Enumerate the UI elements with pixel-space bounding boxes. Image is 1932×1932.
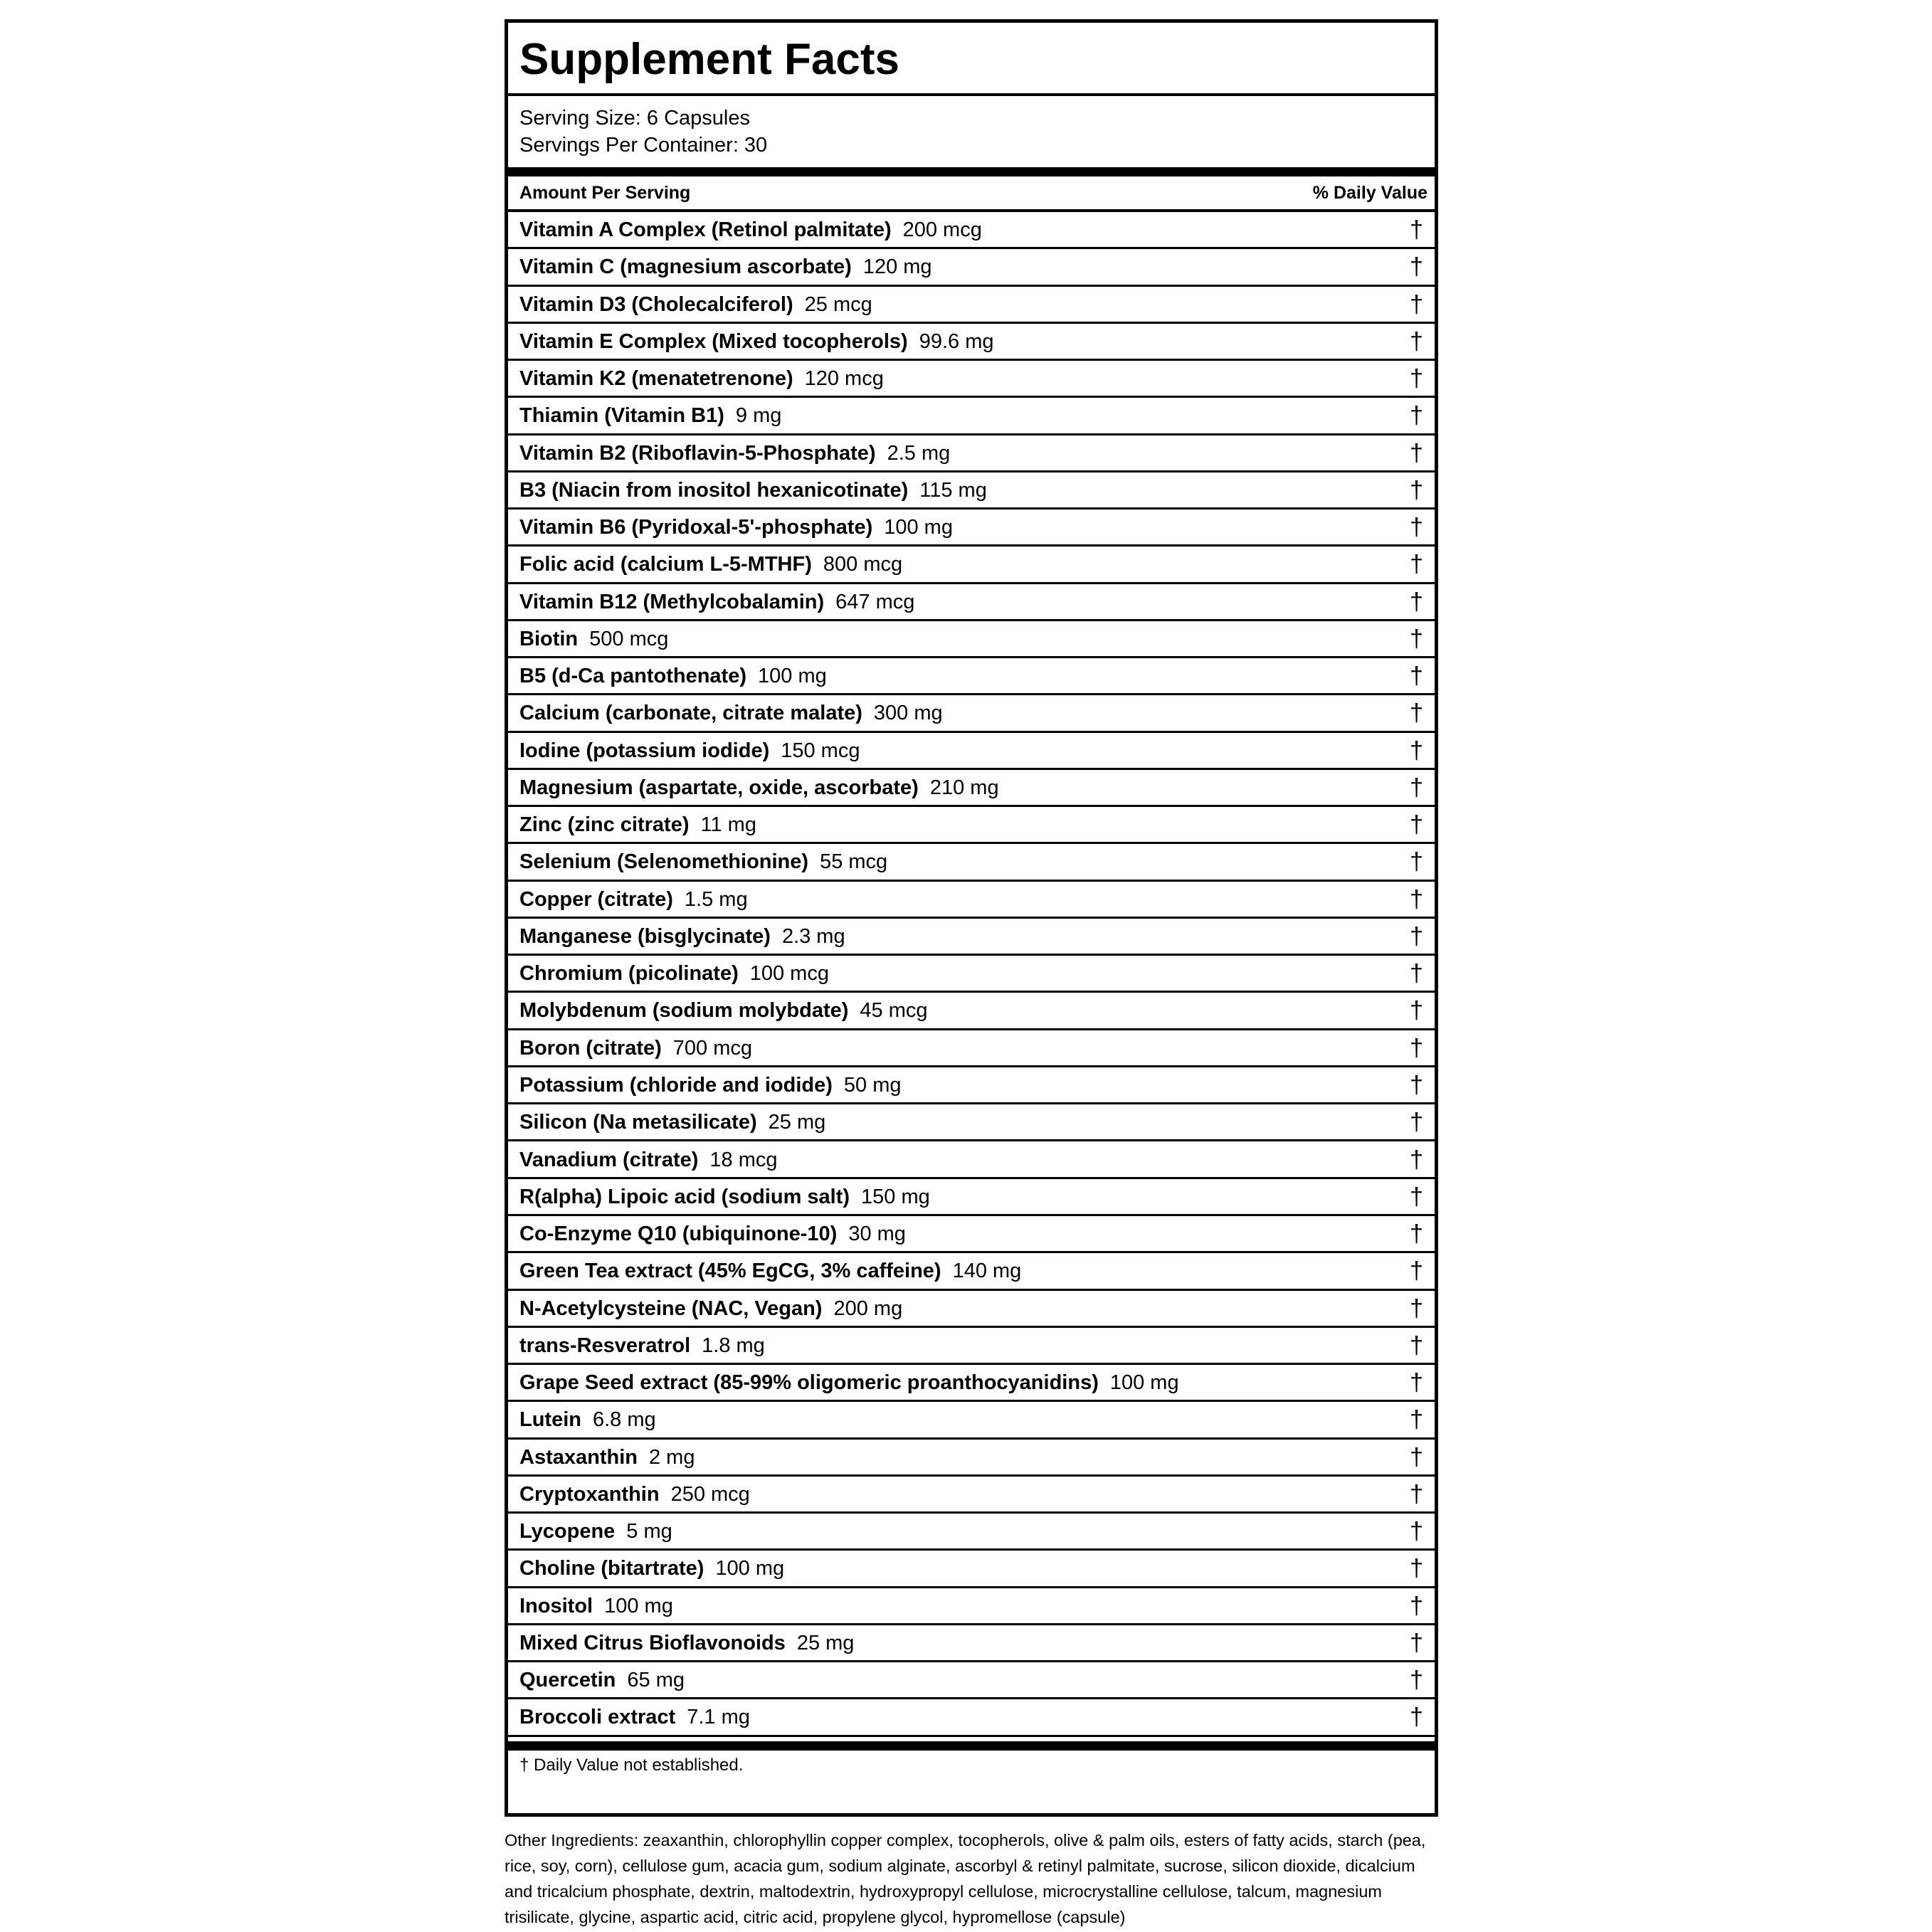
nutrient-row (508, 1328, 1435, 1365)
nutrient-name: Boron (citrate) (519, 1036, 662, 1060)
daily-value-dagger: † (1410, 1592, 1423, 1620)
nutrient-amount: 2 mg (648, 1445, 695, 1469)
nutrient-name: Vitamin D3 (Cholecalciferol) (519, 292, 793, 316)
nutrient-name: Choline (bitartrate) (519, 1557, 704, 1580)
nutrient-row (508, 1477, 1435, 1514)
supplement-facts-panel (505, 19, 1438, 1817)
nutrient-row (508, 695, 1435, 732)
nutrient-label (519, 212, 982, 248)
nutrient-label (519, 1662, 685, 1698)
nutrient-row (508, 361, 1435, 398)
nutrient-amount: 100 mg (1109, 1371, 1179, 1395)
nutrient-row (508, 1253, 1435, 1290)
nutrient-row (508, 770, 1435, 807)
nutrient-row (508, 212, 1435, 249)
nutrient-name: Mixed Citrus Bioflavonoids (519, 1631, 786, 1654)
nutrient-amount: 120 mcg (804, 367, 884, 391)
nutrient-row (508, 398, 1435, 435)
nutrient-label (519, 473, 987, 508)
nutrient-name: R(alpha) Lipoic acid (sodium salt) (519, 1185, 850, 1208)
divider-thick-top (508, 167, 1435, 176)
nutrient-row (508, 1142, 1435, 1179)
nutrient-name: Vitamin K2 (menatetrenone) (519, 367, 793, 391)
nutrient-label (519, 1328, 765, 1363)
nutrient-name: Magnesium (aspartate, oxide, ascorbate) (519, 776, 919, 799)
nutrient-name: Green Tea extract (45% EgCG, 3% caffeine) (519, 1260, 941, 1283)
nutrient-name: Selenium (Selenomethionine) (519, 850, 809, 874)
daily-value-dagger: † (1410, 625, 1423, 653)
nutrient-label (519, 324, 994, 359)
nutrient-amount: 25 mg (768, 1111, 826, 1134)
nutrient-row (508, 473, 1435, 510)
nutrient-label (519, 1104, 825, 1140)
nutrient-amount: 6.8 mg (593, 1408, 656, 1432)
nutrient-amount: 120 mg (862, 255, 932, 279)
daily-value-dagger: † (1410, 774, 1423, 801)
nutrient-amount: 250 mcg (670, 1482, 750, 1506)
daily-value-dagger: † (1410, 1704, 1423, 1731)
nutrient-name: Broccoli extract (519, 1706, 676, 1729)
daily-value-dagger: † (1410, 1331, 1423, 1359)
nutrient-amount: 100 mg (604, 1594, 673, 1617)
nutrient-amount: 150 mcg (781, 739, 860, 762)
nutrient-label (519, 658, 827, 694)
nutrient-amount: 100 mcg (749, 962, 829, 986)
daily-value-dagger: † (1410, 1071, 1423, 1099)
daily-value-dagger: † (1410, 216, 1423, 243)
nutrient-label (519, 1477, 750, 1512)
daily-value-dagger: † (1410, 1480, 1423, 1508)
nutrient-amount: 11 mg (700, 813, 756, 837)
serving-info (508, 96, 1435, 167)
nutrient-name: Vitamin C (magnesium ascorbate) (519, 255, 852, 279)
nutrient-name: Inositol (519, 1594, 593, 1617)
nutrient-amount: 100 mg (715, 1557, 785, 1580)
daily-value-dagger: † (1410, 1257, 1423, 1285)
nutrient-amount: 1.5 mg (684, 887, 748, 911)
daily-value-dagger: † (1410, 439, 1423, 467)
nutrient-name: Lutein (519, 1408, 581, 1432)
nutrient-name: Molybdenum (sodium molybdate) (519, 999, 849, 1023)
nutrient-name: trans-Resveratrol (519, 1334, 691, 1357)
nutrient-name: Thiamin (Vitamin B1) (519, 404, 724, 428)
nutrient-label (519, 1142, 778, 1178)
nutrient-label (519, 1179, 930, 1215)
nutrient-row (508, 1662, 1435, 1699)
nutrient-row (508, 993, 1435, 1030)
nutrient-amount: 50 mg (843, 1073, 902, 1097)
nutrient-amount: 500 mcg (589, 627, 669, 650)
nutrient-row (508, 547, 1435, 584)
nutrient-amount: 55 mcg (820, 850, 888, 874)
nutrient-amount: 100 mg (758, 665, 827, 688)
nutrient-row (508, 436, 1435, 473)
nutrient-row (508, 1067, 1435, 1104)
nutrient-name: Vitamin E Complex (Mixed tocopherols) (519, 329, 908, 353)
servings-per-container: Servings Per Container: 30 (519, 134, 768, 157)
nutrient-row (508, 324, 1435, 361)
daily-value-dagger: † (1410, 551, 1423, 579)
nutrient-row (508, 1291, 1435, 1328)
nutrient-label (519, 398, 781, 433)
nutrient-amount: 18 mcg (709, 1148, 778, 1171)
nutrient-amount: 2.5 mg (887, 441, 951, 465)
daily-value-dagger: † (1410, 588, 1423, 616)
nutrient-row (508, 1588, 1435, 1625)
daily-value-dagger: † (1410, 1667, 1423, 1694)
nutrient-amount: 2.3 mg (781, 924, 845, 948)
nutrient-name: Biotin (519, 627, 579, 650)
nutrient-name: Vitamin B12 (Methylcobalamin) (519, 590, 825, 613)
nutrient-amount: 300 mg (873, 702, 943, 725)
nutrient-amount: 150 mg (861, 1185, 930, 1208)
nutrient-row (508, 1699, 1435, 1736)
nutrient-amount: 200 mg (833, 1297, 903, 1320)
nutrient-row (508, 1030, 1435, 1067)
nutrient-label (519, 1440, 695, 1475)
nutrient-name: Lycopene (519, 1520, 616, 1543)
nutrient-row (508, 919, 1435, 956)
daily-value-dagger: † (1410, 848, 1423, 876)
nutrient-row (508, 1514, 1435, 1551)
daily-value-dagger: † (1410, 1109, 1423, 1136)
nutrient-label (519, 249, 932, 285)
nutrient-name: N-Acetylcysteine (NAC, Vegan) (519, 1297, 823, 1320)
nutrient-amount: 210 mg (929, 776, 999, 799)
nutrient-amount: 800 mcg (823, 553, 903, 576)
nutrient-row (508, 1179, 1435, 1216)
nutrient-label (519, 287, 872, 322)
nutrient-label (519, 1216, 906, 1252)
nutrient-row (508, 882, 1435, 919)
daily-value-dagger: † (1410, 402, 1423, 430)
amount-per-serving-header: Amount Per Serving (519, 183, 691, 203)
nutrient-name: Folic acid (calcium L-5-MTHF) (519, 553, 812, 576)
nutrient-row (508, 1551, 1435, 1588)
nutrient-amount: 700 mcg (672, 1036, 753, 1060)
nutrient-row (508, 1104, 1435, 1141)
nutrient-row (508, 287, 1435, 324)
nutrient-row (508, 249, 1435, 286)
nutrient-amount: 9 mg (735, 404, 782, 428)
nutrient-name: Iodine (potassium iodide) (519, 739, 770, 762)
daily-value-dagger: † (1410, 1369, 1423, 1397)
daily-value-dagger: † (1410, 514, 1423, 542)
nutrient-label (519, 1067, 902, 1103)
nutrient-name: Quercetin (519, 1669, 616, 1692)
nutrient-label (519, 844, 887, 880)
nutrient-label (519, 882, 748, 917)
column-header-row (508, 176, 1435, 212)
nutrient-label (519, 1625, 854, 1661)
nutrient-label (519, 361, 884, 396)
nutrient-label (519, 956, 829, 991)
nutrient-amount: 25 mg (796, 1631, 855, 1654)
nutrient-name: Astaxanthin (519, 1445, 638, 1469)
nutrient-name: Grape Seed extract (85-99% oligomeric proanthocyanidins) (519, 1371, 1099, 1395)
daily-value-dagger: † (1410, 1146, 1423, 1173)
nutrient-amount: 7.1 mg (687, 1706, 750, 1729)
nutrient-name: Co-Enzyme Q10 (ubiquinone-10) (519, 1223, 838, 1246)
nutrient-name: Cryptoxanthin (519, 1482, 660, 1506)
nutrient-row (508, 956, 1435, 993)
nutrient-list (508, 212, 1435, 1763)
nutrient-row (508, 510, 1435, 547)
nutrient-name: Vitamin B2 (Riboflavin-5-Phosphate) (519, 441, 876, 465)
nutrient-row (508, 807, 1435, 844)
daily-value-dagger: † (1410, 1555, 1423, 1583)
daily-value-dagger: † (1410, 922, 1423, 950)
daily-value-dagger: † (1410, 290, 1423, 318)
nutrient-label (519, 1402, 656, 1437)
nutrient-amount: 140 mg (952, 1260, 1022, 1283)
nutrient-name: Vanadium (citrate) (519, 1148, 699, 1171)
nutrient-name: B3 (Niacin from inositol hexanicotinate) (519, 478, 909, 502)
daily-value-dagger: † (1410, 476, 1423, 504)
daily-value-dagger: † (1410, 253, 1423, 281)
nutrient-label (519, 547, 902, 582)
daily-value-dagger: † (1410, 885, 1423, 913)
serving-size: Serving Size: 6 Capsules (519, 107, 750, 130)
nutrient-amount: 65 mg (627, 1669, 685, 1692)
other-ingredients: Other Ingredients: zeaxanthin, chlorophyllin copper complex, tocopherols, olive & palm oils, esters of fatty acids, starch (pea, rice, soy, corn), cellulose gum, acacia gum, sodium alginate, ascorbyl & retinyl palmitate, sucrose, silicon dioxide, dicalcium and tricalcium phosphate, dextrin, maltodextrin, hydroxypropyl cellulose, microcrystalline cellulose, talcum, magnesium trisilicate, glycine, aspartic acid, citric acid, propylene glycol, hypromellose (capsule) (505, 1831, 1426, 1926)
nutrient-name: Zinc (zinc citrate) (519, 813, 690, 837)
nutrient-row (508, 1216, 1435, 1253)
nutrient-row (508, 1625, 1435, 1662)
nutrient-label (519, 584, 914, 620)
daily-value-dagger: † (1410, 365, 1423, 393)
nutrient-amount: 99.6 mg (919, 329, 994, 353)
daily-value-dagger: † (1410, 811, 1423, 839)
daily-value-dagger: † (1410, 327, 1423, 355)
nutrient-label (519, 1291, 902, 1326)
nutrient-label (519, 1365, 1179, 1400)
nutrient-amount: 200 mcg (902, 218, 982, 241)
nutrient-name: Copper (citrate) (519, 887, 673, 911)
nutrient-amount: 115 mg (919, 478, 987, 502)
nutrient-row (508, 1365, 1435, 1402)
daily-value-dagger: † (1410, 1406, 1423, 1434)
nutrient-amount: 30 mg (848, 1223, 906, 1246)
nutrient-name: Potassium (chloride and iodide) (519, 1073, 833, 1097)
nutrient-label (519, 807, 756, 843)
nutrient-amount: 5 mg (626, 1520, 672, 1543)
nutrient-label (519, 1551, 784, 1586)
nutrient-amount: 45 mcg (860, 999, 928, 1023)
daily-value-dagger: † (1410, 1294, 1423, 1322)
daily-value-dagger: † (1410, 1220, 1423, 1248)
nutrient-amount: 25 mcg (804, 292, 872, 316)
daily-value-dagger: † (1410, 737, 1423, 764)
nutrient-row (508, 1440, 1435, 1477)
nutrient-name: Silicon (Na metasilicate) (519, 1111, 757, 1134)
nutrient-label (519, 1588, 673, 1624)
daily-value-dagger: † (1410, 700, 1423, 727)
nutrient-label (519, 1030, 752, 1066)
daily-value-dagger: † (1410, 1443, 1423, 1471)
nutrient-label (519, 1253, 1021, 1289)
nutrient-label (519, 770, 999, 806)
nutrient-name: Calcium (carbonate, citrate malate) (519, 702, 862, 725)
nutrient-name: Manganese (bisglycinate) (519, 924, 771, 948)
daily-value-dagger: † (1410, 1629, 1423, 1657)
nutrient-amount: 1.8 mg (702, 1334, 765, 1357)
daily-value-dagger: † (1410, 1034, 1423, 1062)
nutrient-row (508, 844, 1435, 881)
daily-value-header: % Daily Value (1312, 183, 1427, 203)
daily-value-dagger: † (1410, 1518, 1423, 1546)
nutrient-label (519, 436, 950, 471)
nutrient-label (519, 993, 928, 1028)
daily-value-dagger: † (1410, 663, 1423, 690)
nutrient-amount: 647 mcg (835, 590, 915, 613)
footnote: † Daily Value not established. (519, 1756, 744, 1775)
nutrient-amount: 100 mg (884, 516, 953, 539)
nutrient-label (519, 1699, 750, 1735)
nutrient-label (519, 621, 668, 657)
daily-value-dagger: † (1410, 997, 1423, 1025)
nutrient-row (508, 584, 1435, 621)
nutrient-label (519, 695, 943, 731)
nutrient-label (519, 1514, 672, 1549)
daily-value-dagger: † (1410, 1183, 1423, 1210)
nutrient-label (519, 510, 953, 545)
divider-thick-bottom (508, 1741, 1435, 1751)
panel-title: Supplement Facts (508, 23, 1435, 96)
nutrient-name: Chromium (picolinate) (519, 962, 739, 986)
nutrient-row (508, 621, 1435, 658)
nutrient-name: Vitamin B6 (Pyridoxal-5'-phosphate) (519, 516, 873, 539)
nutrient-name: Vitamin A Complex (Retinol palmitate) (519, 218, 892, 241)
nutrient-row (508, 1402, 1435, 1439)
nutrient-name: B5 (d-Ca pantothenate) (519, 665, 746, 688)
nutrient-row (508, 658, 1435, 695)
daily-value-dagger: † (1410, 960, 1423, 988)
nutrient-label (519, 919, 845, 954)
nutrient-row (508, 733, 1435, 770)
nutrient-label (519, 733, 860, 769)
